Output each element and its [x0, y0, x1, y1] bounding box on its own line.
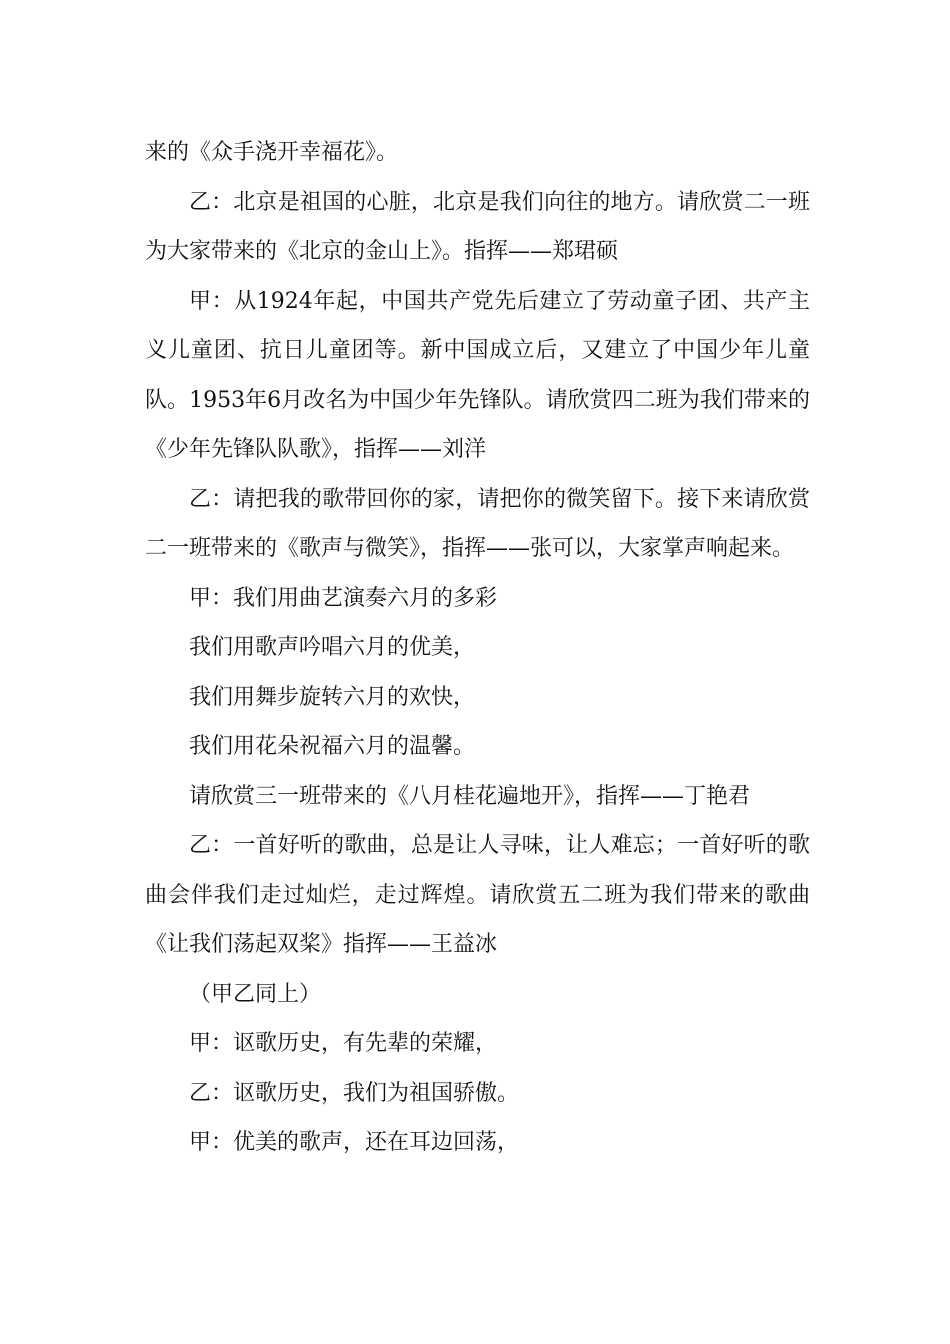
paragraph-jia-pioneers: 甲：从1924年起，中国共产党先后建立了劳动童子团、共产主义儿童团、抗日儿童团等。新中国成立后，又建立了中国少年儿童队。1953年6月改名为中国少年先锋队。请欣赏四二班为我们带来的《少年先锋队队歌》，指挥——刘洋	[145, 288, 810, 462]
paragraph-jia-echo: 甲：优美的歌声，还在耳边回荡，	[189, 1130, 520, 1155]
paragraph-jia-june-3: 我们用舞步旋转六月的欢快，	[189, 684, 476, 710]
paragraph-jia-june-1: 甲：我们用曲艺演奏六月的多彩	[189, 585, 498, 611]
paragraph-yi-good-song: 乙：一首好听的歌曲，总是让人寻味，让人难忘；一首好听的歌曲会伴我们走过灿烂，走过辉煌。请欣赏五二班为我们带来的歌曲《让我们荡起双桨》指挥——王益冰	[145, 833, 810, 957]
paragraph-jia-praise: 甲：讴歌历史，有先辈的荣耀，	[189, 1031, 498, 1056]
paragraph-invite-osmanthus: 请欣赏三一班带来的《八月桂花遍地开》，指挥——丁艳君	[189, 783, 751, 809]
paragraph-jia-june-4: 我们用花朵祝福六月的温馨。	[189, 734, 476, 759]
paragraph-continuation: 来的《众手浇开幸福花》。	[145, 140, 399, 165]
paragraph-yi-song-smile: 乙：请把我的歌带回你的家，请把你的微笑留下。接下来请欣赏二一班带来的《歌声与微笑》，指挥——张可以，大家掌声响起来。	[145, 486, 810, 561]
paragraph-jia-june-2: 我们用歌声吟唱六月的优美，	[189, 635, 476, 660]
paragraph-yi-beijing: 乙：北京是祖国的心脏，北京是我们向往的地方。请欣赏二一班为大家带来的《北京的金山上》。指挥——郑珺硕	[145, 189, 810, 264]
document-body	[145, 128, 810, 1168]
paragraph-yi-praise: 乙：讴歌历史，我们为祖国骄傲。	[189, 1080, 520, 1106]
paragraph-stage-note: （甲乙同上）	[189, 981, 322, 1007]
